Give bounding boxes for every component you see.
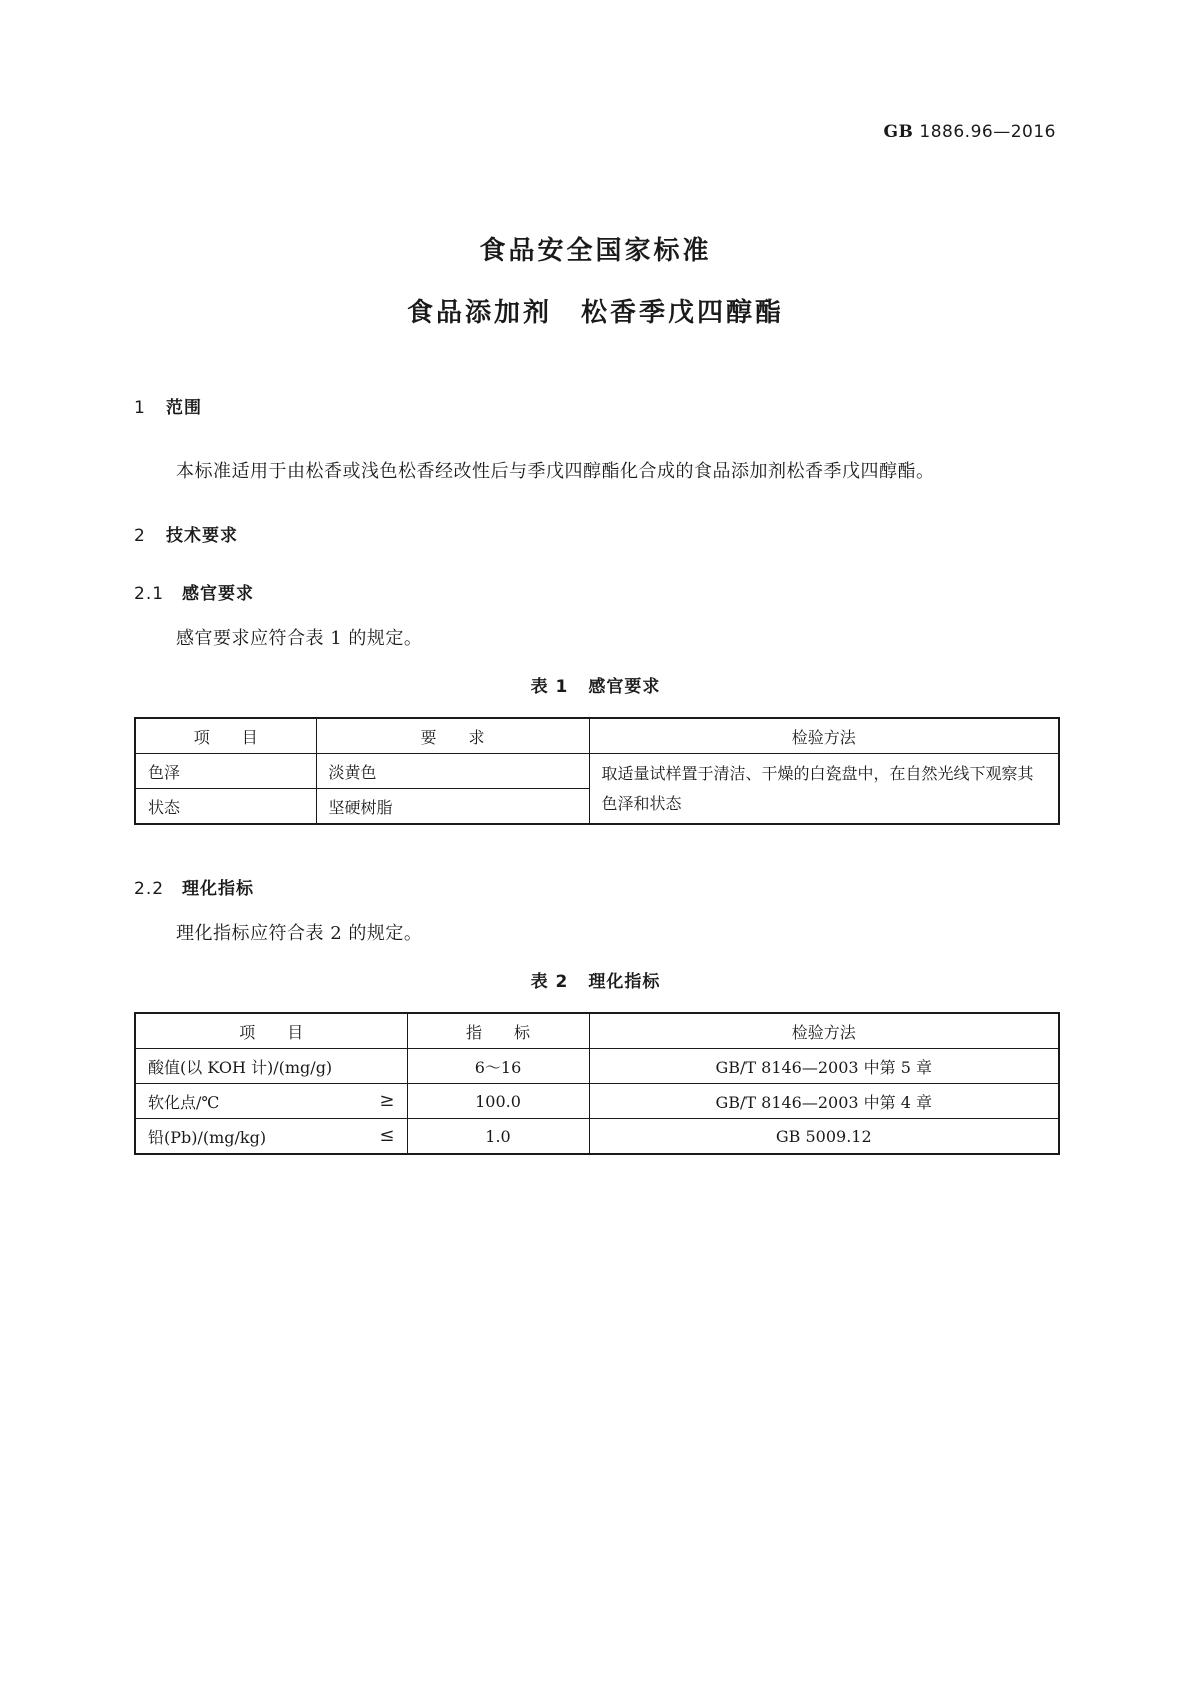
section-heading-scope (134, 393, 202, 418)
cell-item: 色泽 (135, 754, 316, 789)
header-cell-method: 检验方法 (589, 1013, 1059, 1049)
section-number: 1 (134, 398, 146, 418)
section-title: 理化指标 (182, 879, 254, 899)
cell-item: 状态 (135, 789, 316, 825)
table2-caption (0, 967, 1191, 992)
section-title: 感官要求 (182, 584, 254, 604)
cell-item (135, 1084, 407, 1119)
table-header-row (135, 1013, 1059, 1049)
section-number: 2 (134, 526, 146, 546)
section-heading-physchem (134, 874, 254, 899)
sensory-paragraph: 感官要求应符合表 1 的规定。 (176, 628, 423, 649)
comparison-symbol: ≤ (379, 1124, 395, 1146)
cell-requirement: 坚硬树脂 (316, 789, 589, 825)
section-number: 2.2 (134, 879, 165, 899)
table2-caption-number: 表 2 (530, 972, 569, 992)
cell-value: 1.0 (407, 1119, 589, 1155)
table1-caption-title: 感官要求 (588, 677, 661, 697)
cell-method: GB/T 8146—2003 中第 4 章 (589, 1084, 1059, 1119)
section-number: 2.1 (134, 584, 165, 604)
document-title-main: 食品安全国家标准 (479, 236, 712, 266)
header-cell-item: 项 目 (135, 1013, 407, 1049)
section-heading-technical (134, 521, 238, 546)
document-title-sub: 食品添加剂 松香季戊四醇酯 (406, 298, 784, 328)
item-label: 酸值(以 KOH 计)/(mg/g) (148, 1057, 333, 1077)
table-row (135, 754, 1059, 789)
header-cell-requirement: 要 求 (316, 718, 589, 754)
table1-caption-number: 表 1 (530, 677, 569, 697)
table-row (135, 1119, 1059, 1155)
table-row (135, 1049, 1059, 1084)
cell-value: 6～16 (407, 1049, 589, 1084)
cell-requirement: 淡黄色 (316, 754, 589, 789)
cell-value: 100.0 (407, 1084, 589, 1119)
physchem-indicators-table (134, 1012, 1060, 1155)
header-cell-indicator: 指 标 (407, 1013, 589, 1049)
header-cell-method: 检验方法 (589, 718, 1059, 754)
section-title: 技术要求 (166, 526, 238, 546)
section-heading-sensory (134, 579, 254, 604)
cell-item (135, 1119, 407, 1155)
table2-caption-title: 理化指标 (588, 972, 661, 992)
standard-prefix: GB (883, 122, 914, 142)
header-cell-item: 项 目 (135, 718, 316, 754)
cell-method: GB 5009.12 (589, 1119, 1059, 1155)
standard-code: 1886.96—2016 (919, 122, 1056, 142)
scope-paragraph: 本标准适用于由松香或浅色松香经改性后与季戊四醇酯化合成的食品添加剂松香季戊四醇酯。 (176, 461, 935, 482)
comparison-symbol: ≥ (379, 1089, 395, 1111)
table-row (135, 1084, 1059, 1119)
standard-number (0, 122, 1056, 142)
table1-caption (0, 672, 1191, 697)
cell-item (135, 1049, 407, 1084)
section-title: 范围 (166, 398, 202, 418)
item-label: 铅(Pb)/(mg/kg) (148, 1127, 267, 1147)
cell-method: GB/T 8146—2003 中第 5 章 (589, 1049, 1059, 1084)
table-header-row (135, 718, 1059, 754)
sensory-requirements-table (134, 717, 1060, 825)
physchem-paragraph: 理化指标应符合表 2 的规定。 (176, 923, 423, 944)
cell-method: 取适量试样置于清洁、干燥的白瓷盘中，在自然光线下观察其色泽和状态 (589, 754, 1059, 825)
item-label: 软化点/℃ (148, 1092, 220, 1112)
